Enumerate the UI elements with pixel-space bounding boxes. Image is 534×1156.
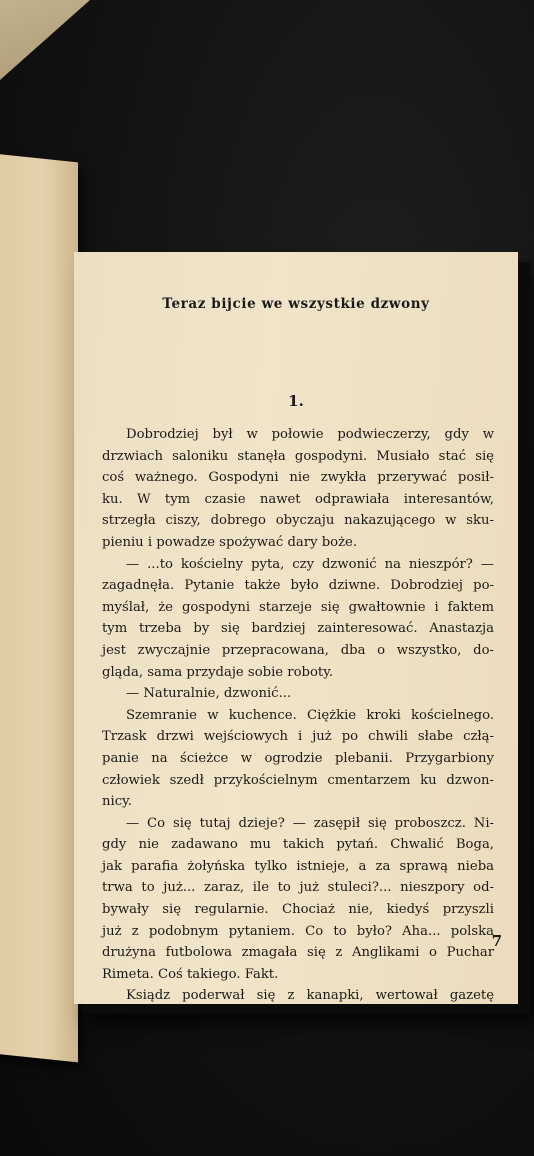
- text-line: — Co się tutaj dzieje? — zasępił się proboszcz. Ni-: [126, 815, 494, 831]
- text-line: trwa to już... zaraz, ile to już stuleci?... nieszpory od-: [102, 880, 494, 896]
- text-line: Dobrodziej był w połowie podwieczerzy, gdy w: [126, 427, 494, 442]
- text-line: pieniu i powadze spożywać dary boże.: [102, 534, 358, 550]
- text-line: myślał, że gospodyni starzeje się gwałtownie i faktem: [102, 599, 494, 615]
- section-number: 1.: [288, 392, 304, 410]
- text-line: Rimeta. Coś takiego. Fakt.: [102, 966, 279, 982]
- text-line: panie na ścieżce w ogrodzie plebanii. Przygarbiony: [102, 750, 494, 766]
- text-line: ku. W tym czasie nawet odprawiała interesantów,: [102, 491, 494, 507]
- text-line: Ksiądz poderwał się z kanapki, wertował gazetę: [126, 988, 494, 1004]
- chapter-title: Teraz bijcie we wszystkie dzwony: [162, 296, 430, 312]
- text-line: strzegła ciszy, dobrego obyczaju nakazującego w sku-: [102, 513, 494, 529]
- body-text: [102, 424, 494, 1007]
- text-line: zagadnęła. Pytanie także było dziwne. Dobrodziej po-: [102, 578, 494, 594]
- text-line: — ...to kościelny pyta, czy dzwonić na nieszpór? —: [126, 556, 494, 572]
- left-page-edge: [0, 150, 78, 1062]
- text-line: już z podobnym pytaniem. Co to było? Aha... polska: [102, 923, 494, 939]
- text-line: Trzask drzwi wejściowych i już po chwili słabe człą-: [102, 729, 494, 745]
- page-number: 7: [491, 932, 502, 950]
- text-line: człowiek szedł przykościelnym cmentarzem ku dzwon-: [102, 772, 494, 788]
- text-line: bywały się regularnie. Chociaż nie, kiedyś przyszli: [102, 902, 494, 918]
- text-line: gdy nie zadawano mu takich pytań. Chwalić Boga,: [102, 837, 494, 853]
- text-line: Szemranie w kuchence. Ciężkie kroki kościelnego.: [126, 707, 494, 723]
- text-line: — Naturalnie, dzwonić...: [126, 686, 292, 702]
- text-line: gląda, sama przydaje sobie roboty.: [102, 664, 334, 680]
- text-line: drzwiach saloniku stanęła gospodyni. Musiało stać się: [102, 448, 494, 464]
- text-line: coś ważnego. Gospodyni nie zwykła przerywać posił-: [102, 470, 494, 486]
- text-line: jest zwyczajnie przepracowana, dba o wszystko, do-: [102, 642, 494, 658]
- text-line: jak parafia żołyńska tylko istnieje, a za sprawą nieba: [102, 858, 494, 874]
- book-page: [74, 252, 518, 1004]
- text-line: tym trzeba by się bardziej zainteresować. Anastazja: [102, 621, 494, 637]
- text-line: drużyna futbolowa zmagała się z Anglikami o Puchar: [102, 945, 494, 961]
- text-line: nicy.: [102, 794, 132, 810]
